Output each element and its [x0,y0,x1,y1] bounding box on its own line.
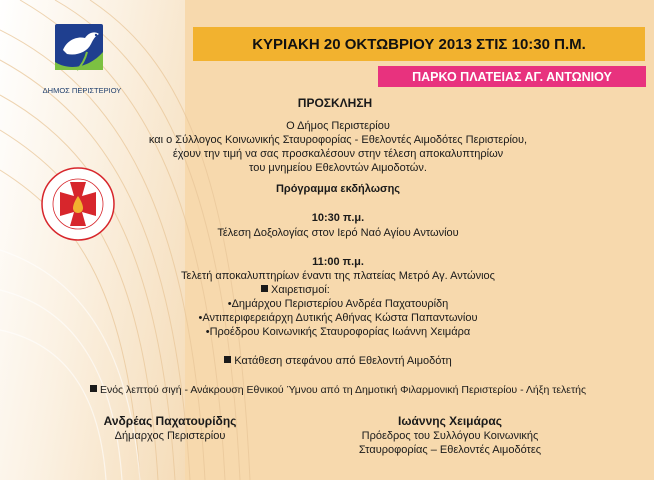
program-item: Τέλεση Δοξολογίας στον Ιερό Ναό Αγίου Αντωνίου [217,227,459,239]
right-signatory-title: Πρόεδρος του Συλλόγου Κοινωνικής [361,430,539,442]
greeting-item: •Δημάρχου Περιστερίου Ανδρέα Παχατουρίδη [227,298,449,310]
invitation-line: του μνημείου Εθελοντών Αιμοδοτών. [249,162,427,174]
closing-text: Ενός λεπτού σιγή - Ανάκρουση Εθνικού Ύμνου από τη Δημοτική Φιλαρμονική Περιστερίου - Λήξη τελετής [99,384,587,396]
logo-caption: ΔΗΜΟΣ ΠΕΡΙΣΤΕΡΙΟΥ [42,86,122,95]
wreath-item [188,355,488,367]
square-bullet-icon [261,285,268,292]
wreath-text: Κατάθεση στεφάνου από Εθελοντή Αιμοδότη [234,355,452,367]
greetings-title-text: Χαιρετισμοί: [271,284,330,296]
closing-item [58,384,618,396]
square-bullet-icon [90,385,97,392]
program-item: Τελετή αποκαλυπτηρίων έναντι της πλατείας Μετρό Αγ. Αντώνιος [181,270,495,282]
date-banner: ΚΥΡΙΑΚΗ 20 ΟΚΤΩΒΡΙΟΥ 2013 ΣΤΙΣ 10:30 Π.Μ. [193,27,645,61]
municipality-logo [51,22,107,84]
greetings-title [261,284,330,296]
greeting-item: •Προέδρου Κοινωνικής Σταυροφορίας Ιωάννη Χειμάρα [205,326,471,338]
left-signatory-title: Δήμαρχος Περιστερίου [114,430,226,442]
place-banner: ΠΑΡΚΟ ΠΛΑΤΕΙΑΣ ΑΓ. ΑΝΤΩΝΙΟΥ [378,66,646,87]
left-signatory-name: Ανδρέας Παχατουρίδης [103,414,237,428]
right-signatory-title: Σταυροφορίας – Εθελοντές Αιμοδότες [358,444,542,456]
invitation-line: και ο Σύλλογος Κοινωνικής Σταυροφορίας - Εθελοντές Αιμοδότες Περιστερίου, [148,134,528,146]
right-signatory-name: Ιωάννης Χειμάρας [398,414,502,428]
invitation-line: έχουν την τιμή να σας προσκαλέσουν στην τέλεση αποκαλυπτηρίων [172,148,504,160]
invitation-line: Ο Δήμος Περιστερίου [286,120,390,132]
red-cross-association-logo [40,166,116,242]
invitation-title: ΠΡΟΣΚΛΗΣΗ [297,96,373,110]
program-title: Πρόγραμμα εκδήλωσης [275,183,401,195]
program-time: 10:30 π.μ. [311,212,365,224]
greeting-item: •Αντιπεριφερειάρχη Δυτικής Αθήνας Κώστα Παπαντωνίου [198,312,478,324]
square-bullet-icon [224,356,231,363]
program-time: 11:00 π.μ. [312,256,364,268]
